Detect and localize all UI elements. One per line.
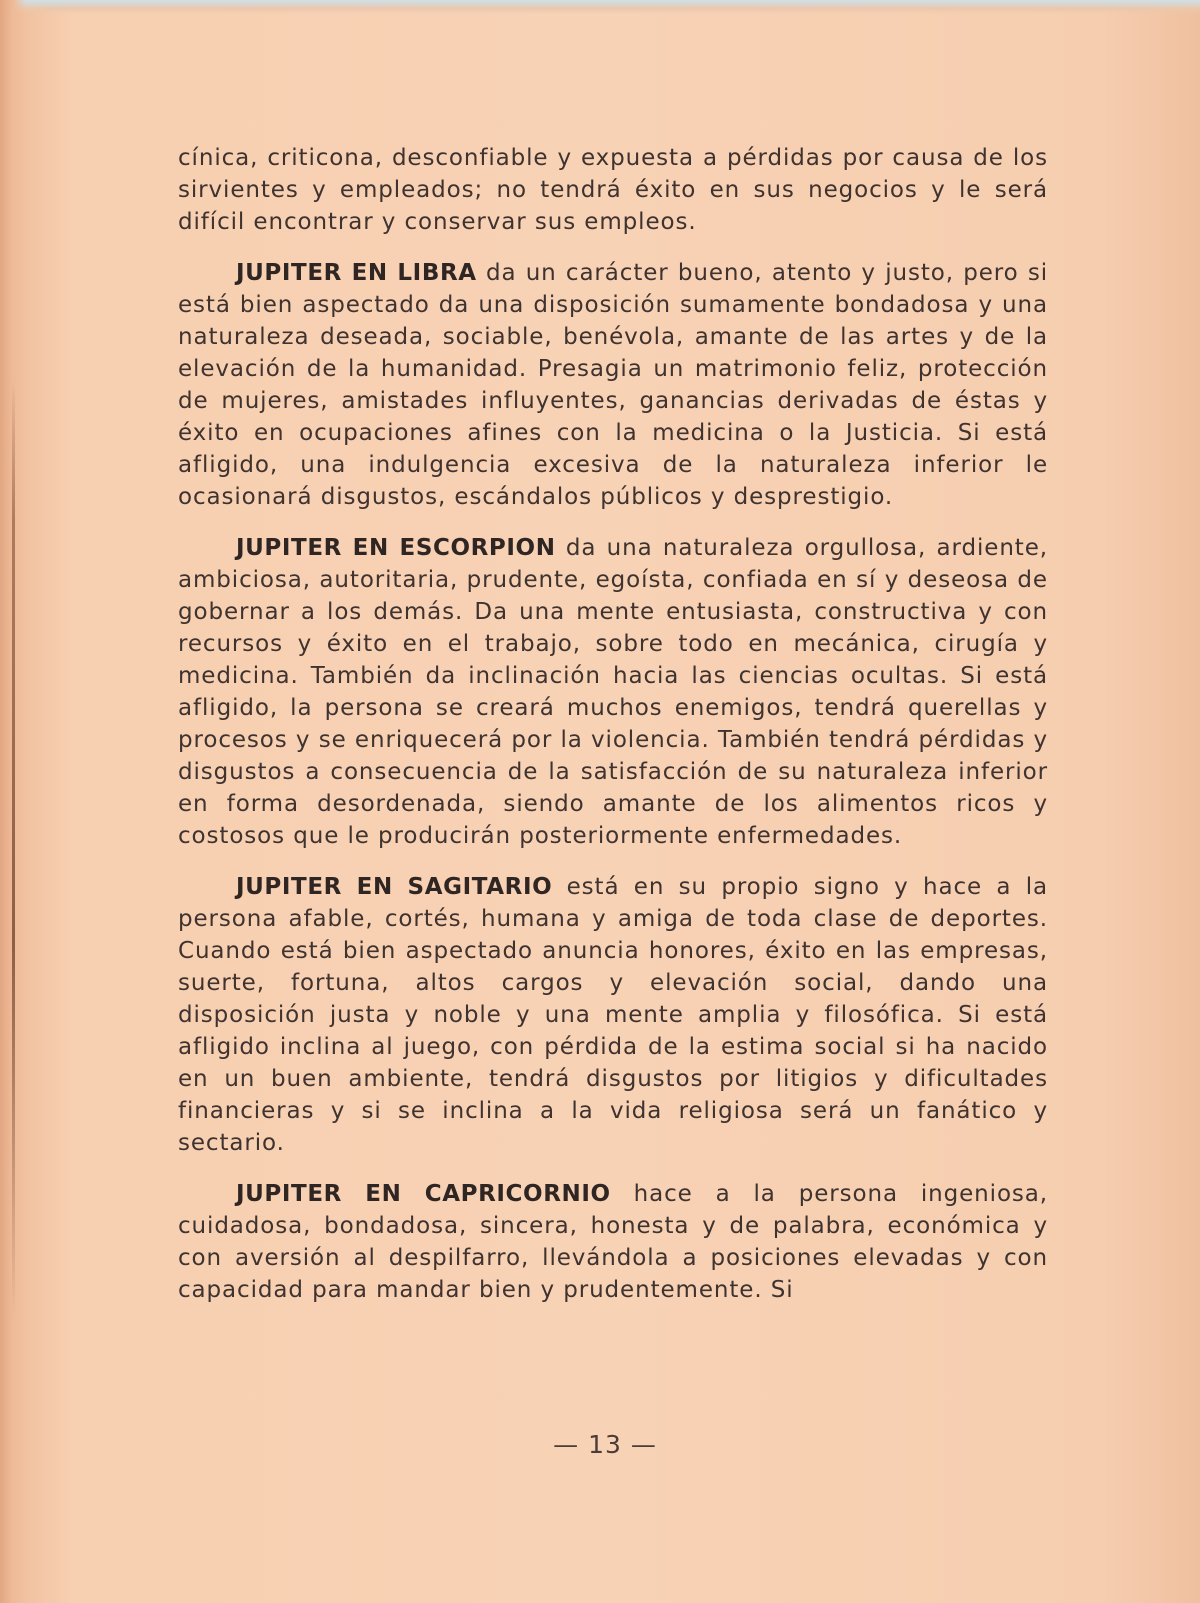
paragraph-jupiter-libra [178,257,1048,513]
entry-heading: JUPITER EN LIBRA [236,260,477,286]
page-top-edge [0,0,1200,14]
paragraph-text: da un carácter bueno, atento y justo, pero si está bien aspectado da una disposición sumamente bondadosa y una naturaleza deseada, sociable, benévola, amante de las artes y de la elevación de la humanidad. Presagia un matrimonio feliz, protección de mujeres, amistades influyentes, ganancias derivadas de éstas y éxito en ocupaciones afines con la medicina o la Justicia. Si está afligido, una indulgencia excesiva de la naturaleza inferior le ocasionará disgustos, escándalos públicos y desprestigio. [178,260,1049,510]
paragraph-jupiter-sagitario [178,871,1048,1159]
paragraph-jupiter-escorpion [178,532,1048,852]
paragraph-text: cínica, criticona, desconfiable y expuesta a pérdidas por causa de los sirvientes y empleados; no tendrá éxito en sus negocios y le será difícil encontrar y conservar sus empleos. [178,145,1048,235]
entry-heading: JUPITER EN SAGITARIO [236,874,553,900]
paragraph-text: hace a la persona ingeniosa, cuidadosa, bondadosa, sincera, honesta y de palabra, económica y con aversión al despilfarro, llevándola a posiciones elevadas y con capacidad para mandar bien y prudentemente. Si [178,1181,1048,1303]
entry-heading: JUPITER EN CAPRICORNIO [236,1181,611,1207]
entry-heading: JUPITER EN ESCORPION [236,535,556,561]
binding-crease [12,380,15,1320]
paragraph-continuation [178,142,1048,238]
paragraph-text: está en su propio signo y hace a la persona afable, cortés, humana y amiga de toda clase de deportes. Cuando está bien aspectado anuncia honores, éxito en las empresas, suerte, fortuna, altos cargos y elevación social, dando una disposición justa y noble y una mente amplia y filosófica. Si está afligido inclina al juego, con pérdida de la estima social si ha nacido en un buen ambiente, tendrá disgustos por litigios y dificultades financieras y si se inclina a la vida religiosa será un fanático y sectario. [178,874,1049,1156]
paragraph-text: da una naturaleza orgullosa, ardiente, ambiciosa, autoritaria, prudente, egoísta, confiada en sí y deseosa de gobernar a los demás. Da una mente entusiasta, constructiva y con recursos y éxito en el trabajo, sobre todo en mecánica, cirugía y medicina. También da inclinación hacia las ciencias ocultas. Si está afligido, la persona se creará muchos enemigos, tendrá querellas y procesos y se enriquecerá por la violencia. También tendrá pérdidas y disgustos a consecuencia de la satisfacción de su naturaleza inferior en forma desordenada, siendo amante de los alimentos ricos y costosos que le producirán posteriormente enfermedades. [178,535,1048,849]
page-number: — 13 — [553,1430,657,1459]
paragraph-jupiter-capricornio [178,1178,1048,1306]
body-text [178,142,1048,1325]
